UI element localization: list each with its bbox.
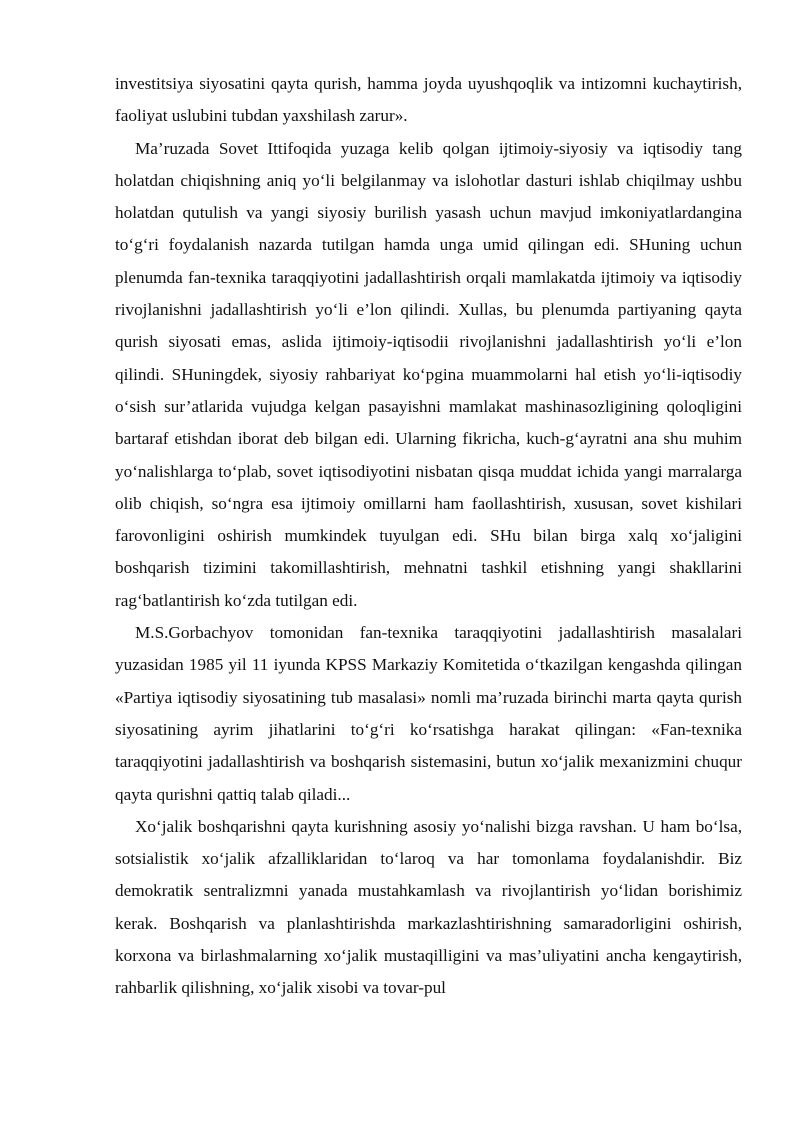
paragraph-gorbachev-speech: M.S.Gorbachyov tomonidan fan-texnika taraqqiyotini jadallashtirish masalalari yuzasidan 1985 yil 11 iyunda KPSS Markaziy Komitetida o‘tkazilgan kengashda qilingan «Partiya iqtisodiy siyosatining tub masalasi» nomli ma’ruzada birinchi marta qayta qurish siyosatining ayrim jihatlarini to‘g‘ri ko‘rsatishga harakat qilingan: «Fan-texnika taraqqiyotini jadallashtirish va boshqarish sistemasini, butun xo‘jalik mexanizmini chuqur qayta qurishni qattiq talab qiladi... (115, 623, 742, 804)
paragraph-continuation: investitsiya siyosatini qayta qurish, hamma joyda uyushqoqlik va intizomni kuchaytirish, faoliyat uslubini tubdan yaxshilash zarur». (115, 74, 742, 126)
paragraph-report-analysis: Ma’ruzada Sovet Ittifoqida yuzaga kelib qolgan ijtimoiy-siyosiy va iqtisodiy tang holatdan chiqishning aniq yo‘li belgilanmay va islohotlar dasturi ishlab chiqilmay ushbu holatdan qutulish va yangi siyosiy burilish yasash uchun mavjud imkoniyatlardangina to‘g‘ri foydalanish nazarda tutilgan hamda unga umid qilingan edi. SHuning uchun plenumda fan-texnika taraqqiyotini jadallashtirish orqali mamlakatda ijtimoiy va iqtisodiy rivojlanishni jadallashtirish yo‘li e’lon qilindi. Xullas, bu plenumda partiyaning qayta qurish siyosati emas, aslida ijtimoiy-iqtisodii rivojlanishni jadallashtirish yo‘li e’lon qilindi. SHuningdek, siyosiy rahbariyat ko‘pgina muammolarni hal etish yo‘li-iqtisodiy o‘sish sur’atlarida vujudga kelgan pasayishni mamlakat mashinasozligining qoloqligini bartaraf etishdan iborat deb bilgan edi. Ularning fikricha, kuch-g‘ayratni ana shu muhim yo‘nalishlarga to‘plab, sovet iqtisodiyotini nisbatan qisqa muddat ichida yangi marralarga olib chiqish, so‘ngra esa ijtimoiy omillarni ham faollashtirish, xususan, sovet kishilari farovonligini oshirish mumkindek tuyulgan edi. SHu bilan birga xalq xo‘jaligini boshqarish tizimini takomillashtirish, mehnatni tashkil etishning yangi shakllarini rag‘batlantirish ko‘zda tutilgan edi. (115, 138, 742, 610)
paragraph-management-restructuring: Xo‘jalik boshqarishni qayta kurishning asosiy yo‘nalishi bizga ravshan. U ham bo‘lsa, sotsialistik xo‘jalik afzalliklaridan to‘laroq va har tomonlama foydalanishdir. Biz demokratik sentralizmni yanada mustahkamlash va rivojlantirish yo‘lidan borishimiz kerak. Boshqarish va planlashtirishda markazlashtirishning samaradorligini oshirish, korxona va birlashmalarning xo‘jalik mustaqilligini va mas’uliyatini ancha kengaytirish, rahbarlik qilishning, xo‘jalik xisobi va tovar-pul (115, 816, 742, 998)
document-page (115, 68, 742, 1005)
